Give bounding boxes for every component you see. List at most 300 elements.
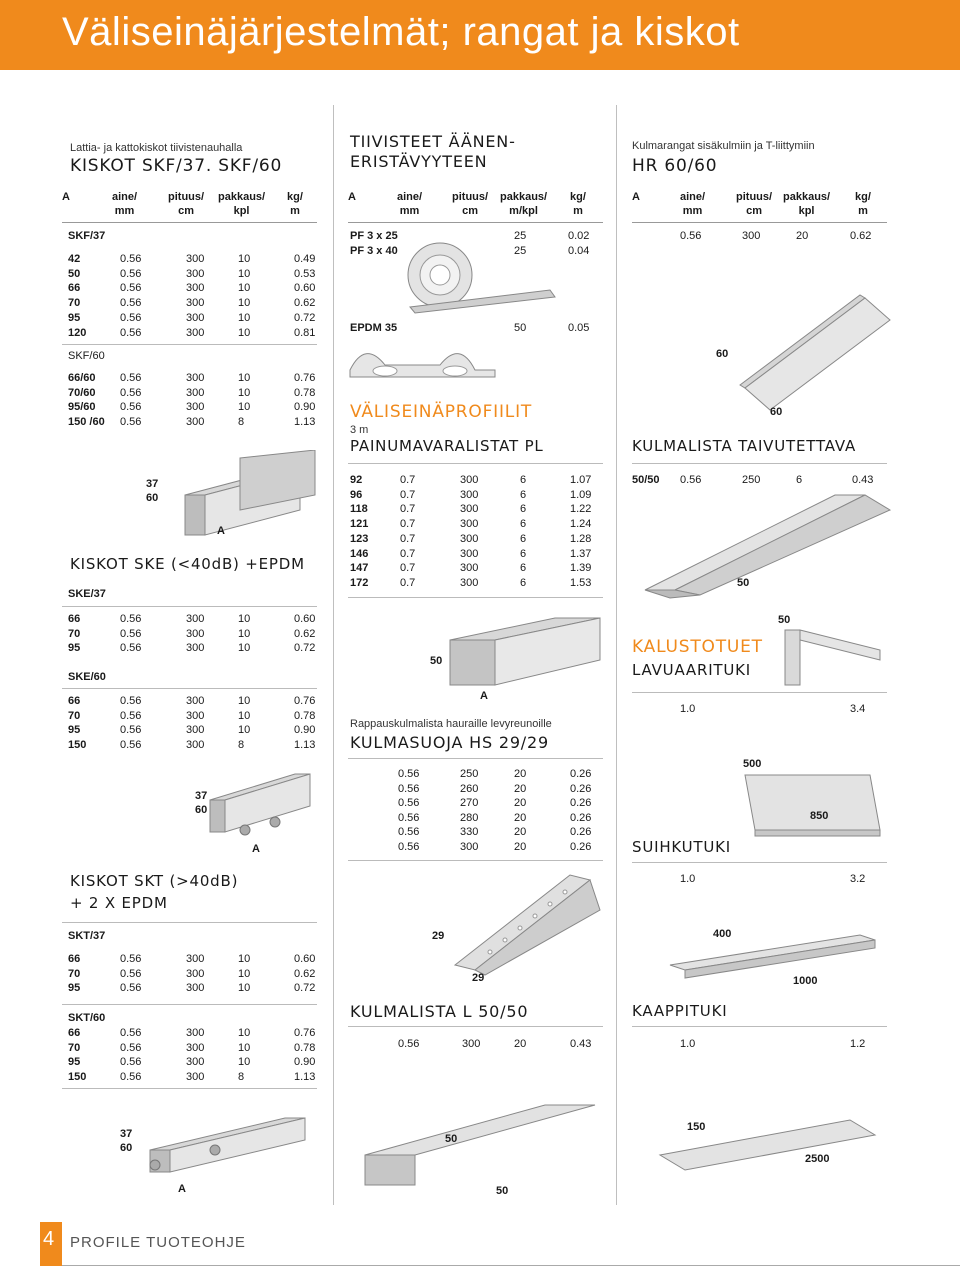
cell: 3.2 [850,873,866,885]
footer-rule [62,1265,960,1266]
cell: 0.78 [294,386,316,399]
cell: 6 [520,503,527,516]
cell: 300 [186,613,205,625]
cell: 0.56 [680,474,702,486]
cell: 300 [462,1038,481,1050]
cell: 10 [238,311,251,324]
cell: 25 [514,230,527,242]
cell: 6 [520,547,527,560]
cell: 42 [68,253,81,265]
cell: 250 [742,474,761,486]
cell: 0.05 [568,322,590,334]
cell: 0.04 [568,245,590,257]
rappaus-subtitle: Rappauskulmalista hauraille levyreunoille [350,718,552,730]
dim-label: 50 [778,614,791,626]
cell: 300 [186,267,205,280]
cell: 300 [186,642,205,655]
cell: 95/60 [68,401,96,414]
cell: 0.56 [398,826,420,839]
cell: 70 [68,1041,81,1054]
cell: 10 [238,282,251,295]
section-label: SKT/37 [68,930,106,942]
cell: 300 [186,724,205,737]
cell: 150 /60 [68,416,105,429]
cell: 250 [460,768,479,780]
cell: 0.56 [120,642,142,655]
ske-title: KISKOT SKE (<40dB) +EPDM [70,555,305,573]
cell: 0.56 [120,1027,142,1039]
cell: 10 [238,1041,251,1054]
cell: 1.07 [570,474,592,486]
cell: 300 [186,1056,205,1069]
dim-label: 500 [743,758,762,770]
cell: 0.76 [294,372,316,384]
cell: 300 [460,562,479,575]
cell: 20 [514,811,527,824]
divider [62,688,317,689]
tuki-illustration [650,1110,890,1180]
kulmasuoja-illustration [450,870,605,980]
cell: 95 [68,311,81,324]
cell: 0.62 [294,967,316,980]
cell: 20 [514,841,527,853]
cell: 0.26 [570,782,592,795]
cell: 0.56 [120,372,142,384]
cell: 300 [186,953,205,965]
column-divider-2 [616,105,617,1205]
dim-label: 37 [120,1128,133,1140]
cell: 300 [186,1027,205,1039]
skt-title-1: KISKOT SKT (>40dB) [70,872,239,890]
cell: 0.26 [570,797,592,810]
cell: 20 [514,782,527,795]
cell: 0.62 [294,297,316,310]
painuma-title: PAINUMAVARALISTAT PL [350,437,544,455]
cell: 120 [68,326,87,339]
cell: 0.7 [400,547,416,560]
hr-profile-illustration [730,290,900,430]
cell: 50 [514,322,527,334]
cell: 260 [460,782,479,795]
cell: 0.7 [400,503,416,516]
header-pituus: pituus/ cm [452,191,489,217]
section-label: SKF/60 [68,350,105,362]
cell: 0.62 [850,230,872,242]
cell: 10 [238,695,251,707]
header-pakkaus: pakkaus/ m/kpl [500,191,548,217]
cell: 0.56 [120,311,142,324]
header-pituus: pituus/ cm [168,191,205,217]
page-title: Väliseinäjärjestelmät; rangat ja kiskot [62,10,740,54]
cell: 118 [350,503,368,516]
cell: 20 [796,230,809,242]
cell: 300 [460,488,479,501]
dim-label: 50 [430,655,443,667]
header-pituus: pituus/ cm [736,191,773,217]
cell: 95 [68,724,81,737]
cell: 10 [238,627,251,640]
cell: 6 [520,488,527,501]
dim-label: 150 [687,1121,706,1133]
cell: 0.49 [294,253,316,265]
cell: 0.76 [294,695,316,707]
cell: 1.13 [294,416,316,429]
cell: 300 [460,841,479,853]
cell: 20 [514,826,527,839]
page-number: 4 [43,1228,55,1250]
section-label: SKF/37 [68,230,106,242]
cell: 0.56 [398,1038,420,1050]
cell: 0.56 [120,1056,142,1069]
cell: 0.56 [120,739,142,752]
cell: 0.56 [120,326,142,339]
cell: 6 [520,474,527,486]
cell: 280 [460,811,479,824]
cell: 6 [796,474,803,486]
divider [632,1026,887,1027]
cell: 1.37 [570,547,592,560]
cell: 0.56 [398,797,420,810]
cell: 300 [460,532,479,545]
header-a: A [348,191,356,203]
cell: 10 [238,401,251,414]
cell: 300 [460,503,479,516]
cell: 6 [520,532,527,545]
kulmalista-l-illustration [355,1100,605,1190]
cell: 10 [238,372,251,384]
header-aine: aine/ mm [112,191,138,217]
cell: 6 [520,518,527,531]
cell: 50 [68,267,81,280]
cell: 10 [238,297,251,310]
cell: 0.90 [294,724,316,737]
cell: 0.26 [570,768,592,780]
cell: 300 [186,297,205,310]
cell: 0.7 [400,474,416,486]
cell: 0.56 [398,841,420,853]
lavuaarituki-illustration [780,625,890,690]
cell: 10 [238,267,251,280]
cell: 172 [350,576,369,589]
dim-label: 29 [432,930,445,942]
cell: 0.81 [294,326,316,339]
cell: 50/50 [632,474,660,486]
divider [632,692,887,693]
cell: 0.60 [294,953,316,965]
cell: 10 [238,724,251,737]
cell: 20 [514,797,527,810]
skf-subtitle: Lattia- ja kattokiskot tiivistenauhalla [70,142,243,154]
cell: 300 [186,401,205,414]
cell: 147 [350,562,369,575]
cell: 1.09 [570,488,592,501]
header-kg: kg/ m [570,191,586,217]
cell: 300 [460,474,479,486]
dim-label: 60 [770,406,783,418]
cell: 300 [186,627,205,640]
tiivisteet-title-2: ERISTÄVYYTEEN [350,152,488,171]
section-label: SKE/37 [68,588,106,600]
epdm-profile-illustration [345,335,515,380]
cell: 0.56 [120,267,142,280]
cell: 10 [238,253,251,265]
divider [62,922,317,923]
cell: 10 [238,613,251,625]
cell: 0.56 [680,230,702,242]
cell: 95 [68,1056,81,1069]
cell: 330 [460,826,479,839]
dim-label: A [178,1183,186,1195]
cell: 1.0 [680,873,696,885]
cell: 20 [514,768,527,780]
cell: 1.0 [680,1038,696,1050]
cell: 0.76 [294,1027,316,1039]
cell: 0.43 [570,1038,592,1050]
divider [632,463,887,464]
hr-subtitle: Kulmarangat sisäkulmiin ja T-liittymiin [632,140,815,152]
cell: 10 [238,967,251,980]
kulmalista-t-illustration [635,490,895,600]
divider [62,1004,317,1005]
cell: 1.53 [570,576,592,589]
cell: 0.53 [294,267,316,280]
cell: 1.39 [570,562,592,575]
cell: 0.7 [400,532,416,545]
lavuaarituki-title: LAVUAARITUKI [632,661,752,679]
dim-label: 60 [120,1142,133,1154]
divider [348,860,603,861]
cell: 95 [68,642,81,655]
cell: 66 [68,695,81,707]
section-label: SKT/60 [68,1012,106,1024]
cell: 0.72 [294,642,316,655]
cell: 0.56 [120,282,142,295]
kaappituki-illustration [660,930,890,1000]
cell: 3.4 [850,703,866,715]
cell: 70 [68,297,81,310]
kulmalista-t-title: KULMALISTA TAIVUTETTAVA [632,437,857,455]
cell: 95 [68,982,81,995]
divider [62,344,317,345]
cell: 300 [186,372,205,384]
cell: 70 [68,627,81,640]
cell: 300 [186,967,205,980]
cell: 6 [520,562,527,575]
cell: 10 [238,982,251,995]
cell: 300 [460,518,479,531]
dim-label: 2500 [805,1153,830,1165]
ske-rail-illustration [140,450,320,540]
cell: 66 [68,953,81,965]
header-a: A [62,191,70,203]
skt-title-2: + 2 X EPDM [70,894,168,912]
cell: 150 [68,1071,87,1084]
cell: PF 3 x 40 [350,245,398,257]
cell: 0.56 [120,695,142,707]
cell: 0.56 [120,386,142,399]
dim-label: 37 [146,478,159,490]
cell: 8 [238,1071,245,1084]
dim-label: A [480,690,488,702]
cell: 0.26 [570,826,592,839]
dim-label: A [252,843,260,855]
cell: 123 [350,532,369,545]
dim-label: A [217,525,225,537]
cell: 96 [350,488,363,501]
cell: 10 [238,1056,251,1069]
kulmasuoja-title: KULMASUOJA HS 29/29 [350,733,549,752]
header-rule [348,222,603,223]
divider [348,463,603,464]
cell: 0.62 [294,627,316,640]
cell: 0.56 [120,982,142,995]
cell: 0.56 [120,416,142,429]
kulmalista-l-title: KULMALISTA L 50/50 [350,1002,529,1021]
header-aine: aine/ mm [680,191,706,217]
cell: 0.56 [120,253,142,265]
cell: 1.2 [850,1038,866,1050]
cell: 300 [186,739,205,752]
tiivisteet-title-1: TIIVISTEET ÄÄNEN- [350,132,516,151]
cell: 0.56 [120,297,142,310]
cell: 70/60 [68,386,96,399]
cell: 0.56 [120,1071,142,1084]
cell: 300 [186,982,205,995]
cell: 25 [514,245,527,257]
kaappituki-title: KAAPPITUKI [632,1002,728,1020]
cell: PF 3 x 25 [350,230,398,242]
cell: 0.02 [568,230,590,242]
cell: 300 [186,1071,205,1084]
cell: 0.26 [570,841,592,853]
valiseina-title: VÄLISEINÄPROFIILIT [350,402,533,422]
dim-label: 50 [496,1185,509,1197]
cell: 300 [460,547,479,560]
section-label: SKE/60 [68,671,106,683]
dim-label: 50 [445,1133,458,1145]
dim-label: 850 [810,810,829,822]
cell: 0.78 [294,709,316,722]
cell: 0.26 [570,811,592,824]
header-aine: aine/ mm [397,191,423,217]
cell: 0.56 [120,1041,142,1054]
cell: 8 [238,739,245,752]
cell: 300 [742,230,761,242]
skt-rail-illustration [200,770,325,840]
divider [62,1088,317,1089]
suihkutuki-title: SUIHKUTUKI [632,838,732,856]
dim-label: 29 [472,972,485,984]
dim-label: 60 [146,492,159,504]
cell: 10 [238,326,251,339]
cell: 0.7 [400,576,416,589]
divider [348,597,603,598]
cell: 66 [68,282,81,295]
cell: 8 [238,416,245,429]
cell: 300 [186,253,205,265]
cell: 10 [238,1027,251,1039]
cell: 300 [186,416,205,429]
dim-label: 1000 [793,975,818,987]
header-kg: kg/ m [855,191,871,217]
dim-label: 60 [195,804,208,816]
cell: 0.56 [120,401,142,414]
cell: 10 [238,386,251,399]
cell: 300 [186,386,205,399]
cell: 270 [460,797,479,810]
cell: 146 [350,547,369,560]
kalustotuet-title: KALUSTOTUET [632,637,763,657]
header-rule [632,222,887,223]
cell: 92 [350,474,363,486]
skt-rail-illustration-2 [135,1110,325,1180]
cell: 0.56 [120,953,142,965]
dim-label: 37 [195,790,208,802]
cell: 300 [186,311,205,324]
cell: 0.72 [294,982,316,995]
cell: 1.13 [294,1071,316,1084]
cell: 1.28 [570,532,592,545]
cell: EPDM 35 [350,322,398,334]
cell: 0.56 [120,724,142,737]
divider [348,1026,603,1027]
hr-title: HR 60/60 [632,156,718,176]
cell: 66/60 [68,372,96,384]
cell: 0.78 [294,1041,316,1054]
cell: 0.72 [294,311,316,324]
header-pakkaus: pakkaus/ kpl [218,191,266,217]
cell: 0.56 [120,627,142,640]
pl-profile-illustration [440,610,610,690]
cell: 0.43 [852,474,874,486]
divider [62,606,317,607]
cell: 6 [520,576,527,589]
cell: 0.56 [120,709,142,722]
cell: 10 [238,709,251,722]
cell: 0.56 [120,967,142,980]
cell: 121 [350,518,369,531]
cell: 20 [514,1038,527,1050]
cell: 0.7 [400,488,416,501]
cell: 300 [186,1041,205,1054]
cell: 150 [68,739,87,752]
cell: 0.56 [398,782,420,795]
cell: 1.0 [680,703,696,715]
cell: 1.24 [570,518,592,531]
cell: 0.56 [398,768,420,780]
divider [348,758,603,759]
cell: 300 [186,695,205,707]
cell: 66 [68,1027,81,1039]
dim-label: 60 [716,348,729,360]
cell: 0.60 [294,613,316,625]
cell: 0.90 [294,401,316,414]
cell: 300 [186,326,205,339]
header-a: A [632,191,640,203]
cell: 300 [186,709,205,722]
cell: 0.7 [400,562,416,575]
cell: 0.90 [294,1056,316,1069]
page-header [0,0,960,70]
cell: 66 [68,613,81,625]
cell: 300 [186,282,205,295]
header-kg: kg/ m [287,191,303,217]
cell: 70 [68,967,81,980]
cell: 0.7 [400,518,416,531]
cell: 1.22 [570,503,592,516]
tape-roll-illustration [400,235,560,315]
cell: 300 [460,576,479,589]
